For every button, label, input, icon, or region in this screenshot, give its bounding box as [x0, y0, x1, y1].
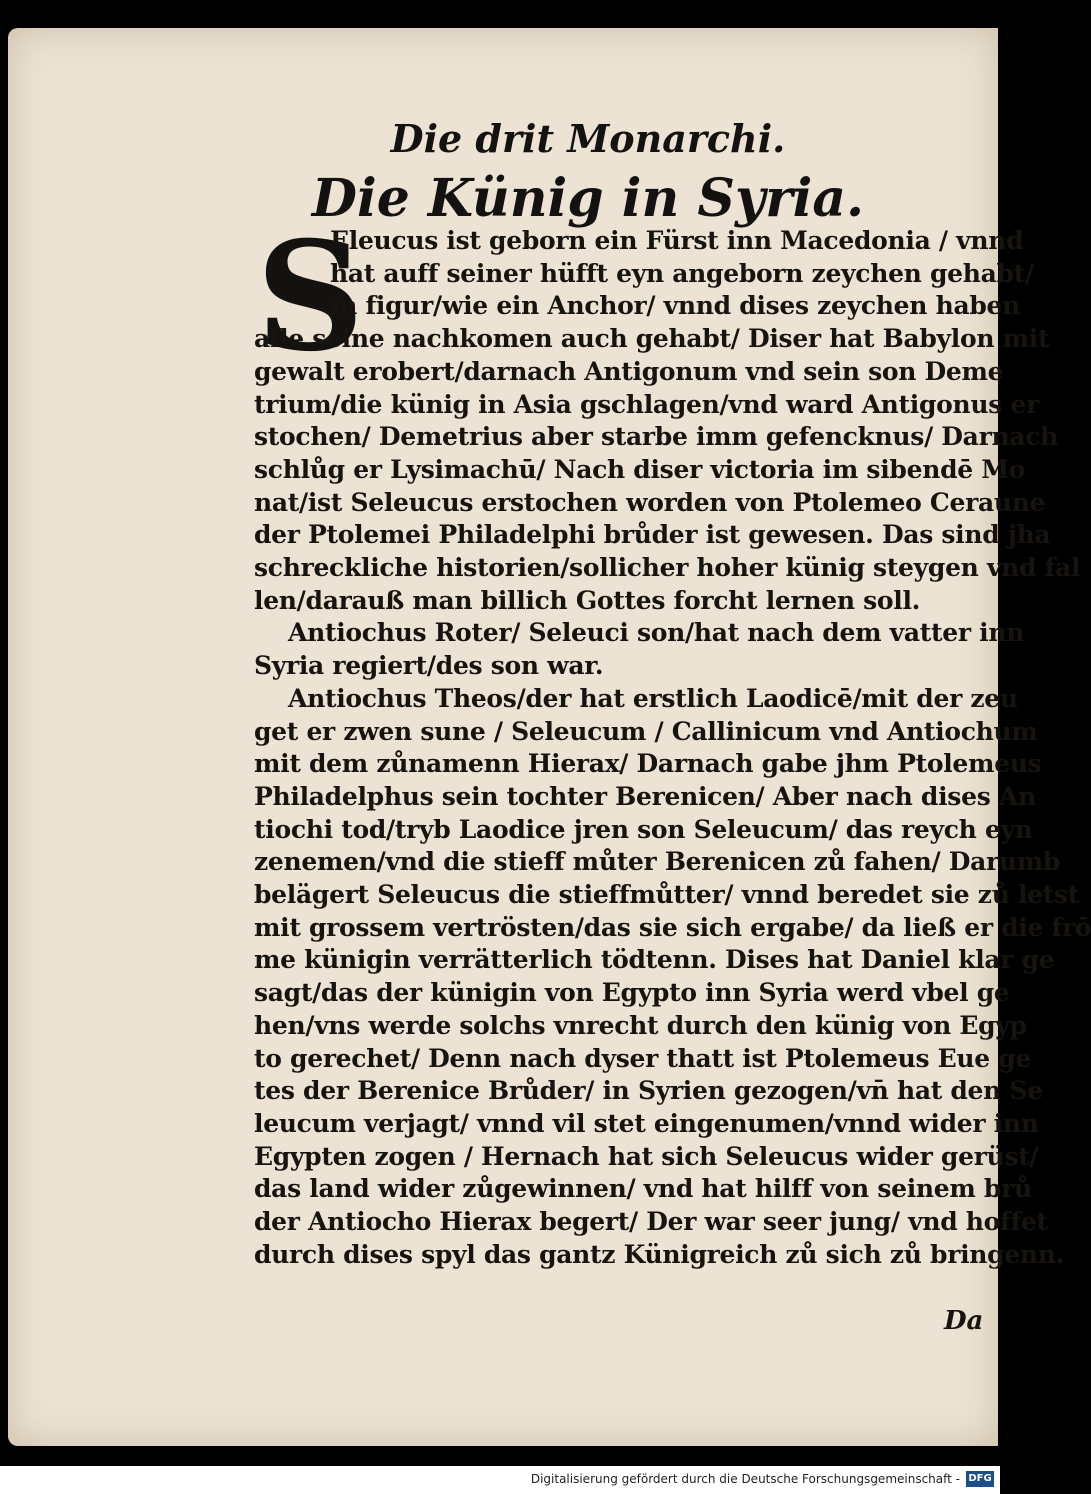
- text-line: nat/ist Seleucus erstochen worden von Ptolemeo Ceraune: [254, 487, 1046, 517]
- text-line: trium/die künig in Asia gschlagen/vnd ward Antigonus er: [254, 389, 1039, 419]
- text-line: durch dises spyl das gantz Künigreich zů sich zů bringenn.: [254, 1239, 1065, 1269]
- text-line: gewalt erobert/darnach Antigonum vnd sein son Deme: [254, 356, 1004, 386]
- text-line: to gerechet/ Denn nach dyser thatt ist Ptolemeus Eue ge: [254, 1043, 1032, 1073]
- text-line: der Antiocho Hierax begert/ Der war seer jung/ vnd hoffet: [254, 1207, 1048, 1236]
- text-line: der Ptolemei Philadelphi brůder ist gewesen. Das sind jha: [254, 520, 1051, 550]
- footer-bar: [0, 1466, 1000, 1494]
- text-line: Antiochus Theos/der hat erstlich Laodicē/mit der zeu: [288, 683, 1018, 713]
- text-line: leucum verjagt/ vnnd vil stet eingenumen/vnnd wider inn: [254, 1108, 1039, 1138]
- text-line: tiochi tod/tryb Laodice jren son Seleucum/ das reych eyn: [254, 814, 1033, 844]
- text-line: hat auff seiner hüfft eyn angeborn zeychen gehabt/: [330, 258, 1034, 288]
- section-heading: Die drit Monarchi.: [390, 116, 786, 161]
- text-line: hen/vns werde solchs vnrecht durch den künig von Egyp: [254, 1010, 1027, 1040]
- chapter-title: Die Künig in Syria.: [311, 168, 865, 229]
- text-line: mit grossem vertrösten/das sie sich ergabe/ da ließ er die frō: [254, 912, 1091, 942]
- text-line: Eleucus ist geborn ein Fürst inn Macedonia / vnnd: [330, 226, 1024, 255]
- text-line: in figur/wie ein Anchor/ vnnd dises zeychen haben: [330, 291, 1021, 321]
- text-line: Egypten zogen / Hernach hat sich Seleucus wider gerüst/: [254, 1141, 1039, 1171]
- text-line: len/darauß man billich Gottes forcht lernen soll.: [254, 585, 921, 615]
- text-line: sagt/das der künigin von Egypto inn Syria werd vbel ge: [254, 978, 1010, 1008]
- text-line: me künigin verrätterlich tödtenn. Dises hat Daniel klar ge: [254, 945, 1055, 975]
- text-line: das land wider zůgewinnen/ vnd hat hilff von seinem brů: [254, 1174, 1032, 1204]
- text-line: Antiochus Roter/ Seleuci son/hat nach dem vatter inn: [288, 618, 1025, 648]
- catchword: Da: [944, 1306, 984, 1336]
- text-line: Philadelphus sein tochter Berenicen/ Aber nach dises An: [254, 781, 1036, 811]
- drop-cap-initial: S: [256, 209, 365, 385]
- text-line: belägert Seleucus die stieffmůtter/ vnnd beredet sie zů letst: [254, 880, 1080, 909]
- dfg-logo: DFG: [966, 1471, 994, 1487]
- text-line: mit dem zůnamenn Hierax/ Darnach gabe jhm Ptolemeus: [254, 749, 1042, 779]
- text-line: alle seine nachkomen auch gehabt/ Diser hat Babylon mit: [254, 324, 1050, 354]
- text-line: zenemen/vnd die stieff můter Berenicen zů fahen/ Darumb: [254, 847, 1061, 877]
- text-line: stochen/ Demetrius aber starbe imm gefencknus/ Darnach: [254, 422, 1059, 452]
- text-line: get er zwen sune / Seleucum / Callinicum vnd Antiochum: [254, 716, 1038, 746]
- text-line: schlůg er Lysimachū/ Nach diser victoria im sibendē Mo: [254, 454, 1026, 484]
- text-line: schreckliche historien/sollicher hoher künig steygen vnd fal: [254, 553, 1081, 582]
- funding-notice: Digitalisierung gefördert durch die Deutsche Forschungsgemeinschaft -: [530, 1472, 960, 1486]
- text-line: Syria regiert/des son war.: [254, 651, 604, 681]
- book-page: [8, 28, 1091, 1446]
- text-line: tes der Berenice Brůder/ in Syrien gezogen/vn̄ hat den Se: [254, 1076, 1043, 1106]
